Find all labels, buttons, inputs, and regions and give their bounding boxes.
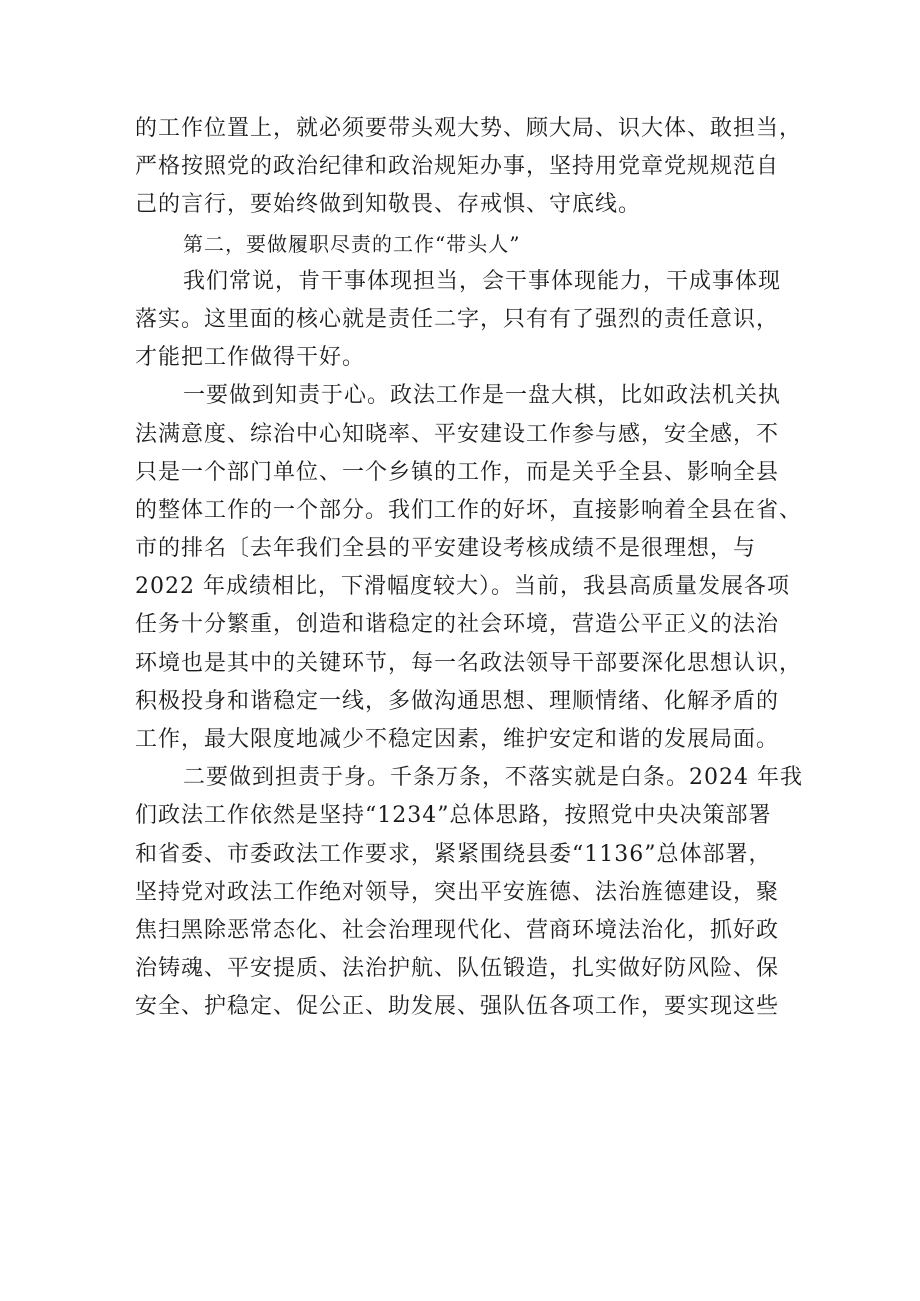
text-line: 二要做到担责于身。千条万条，不落实就是白条。2024 年我 (183, 765, 803, 791)
text-line: 一要做到知责于心。政法工作是一盘大棋，比如政法机关执 (183, 383, 782, 409)
text-line: 我们常说，肯干事体现担当，会干事体现能力，干成事体现 (183, 268, 782, 294)
text-line: 严格按照党的政治纪律和政治规矩办事，坚持用党章党规规范自 (135, 154, 780, 180)
text-line: 治铸魂、平安提质、法治护航、队伍锻造，扎实做好防风险、保 (135, 956, 780, 982)
text-line: 2022 年成绩相比，下滑幅度较大）。当前，我县高质量发展各项 (135, 574, 790, 600)
text-line: 任务十分繁重，创造和谐稳定的社会环境，营造公平正义的法治 (135, 612, 780, 638)
text-line: 坚持党对政法工作绝对领导，突出平安旌德、法治旌德建设，聚 (135, 879, 780, 905)
text-line: 焦扫黑除恶常态化、社会治理现代化、营商环境法治化，抓好政 (135, 917, 780, 943)
document-body (135, 110, 803, 1027)
text-line: 只是一个部门单位、一个乡镇的工作，而是关乎全县、影响全县 (135, 459, 780, 485)
text-line: 才能把工作做得干好。 (135, 345, 366, 371)
text-line: 和省委、市委政法工作要求，紧紧围绕县委“1136”总体部署， (135, 841, 772, 867)
section-heading: 第二，要做履职尽责的工作“带头人” (183, 231, 521, 256)
text-line: 法满意度、综治中心知晓率、平安建设工作参与感，安全感，不 (135, 421, 780, 447)
text-line: 市的排名〔去年我们全县的平安建设考核成绩不是很理想，与 (135, 536, 757, 562)
text-line: 落实。这里面的核心就是责任二字，只有有了强烈的责任意识， (135, 306, 780, 332)
text-line: 己的言行，要始终做到知敬畏、存戒惧、守底线。 (135, 192, 642, 218)
text-line: 工作，最大限度地减少不稳定因素，维护安定和谐的发展局面。 (135, 727, 780, 752)
text-line: 积极投身和谐稳定一线，多做沟通思想、理顺情绪、化解矛盾的 (135, 688, 780, 714)
text-line: 们政法工作依然是坚持“1234”总体思路，按照党中央决策部署 (135, 803, 772, 829)
text-line: 的整体工作的一个部分。我们工作的好坏，直接影响着全县在省、 (135, 497, 803, 523)
text-line: 环境也是其中的关键环节，每一名政法领导干部要深化思想认识， (135, 650, 803, 676)
text-line: 安全、护稳定、促公正、助发展、强队伍各项工作，要实现这些 (135, 994, 780, 1020)
text-line: 的工作位置上，就必须要带头观大势、顾大局、识大体、敢担当， (135, 116, 803, 141)
